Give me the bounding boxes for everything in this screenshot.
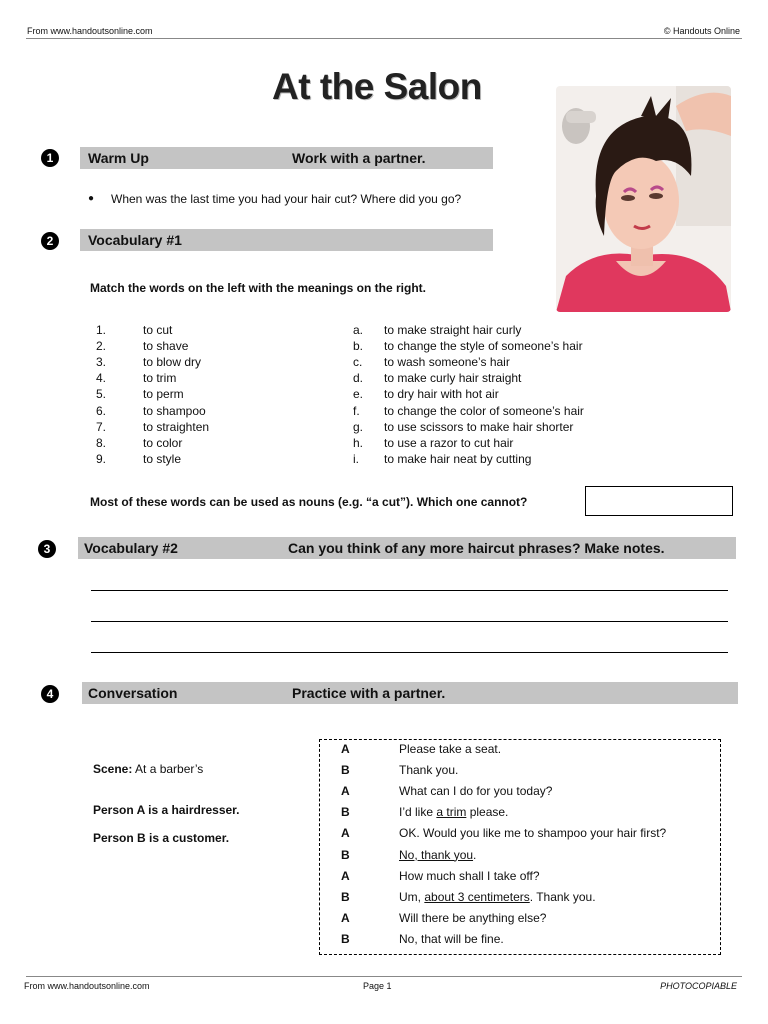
salon-photo	[556, 86, 731, 312]
notes-line[interactable]	[91, 652, 728, 653]
speaker-label: B	[341, 847, 350, 862]
vocab-right-meaning: to change the style of someone’s hair	[384, 339, 583, 354]
dialogue-text-pre: What can I do for you today?	[399, 784, 553, 799]
vocab2-instruction: Can you think of any more haircut phrases? Make notes.	[288, 540, 665, 556]
person-a-role: Person A is a hairdresser.	[93, 803, 240, 817]
vocab-right-meaning: to make straight hair curly	[384, 323, 522, 337]
vocab1-instruction: Match the words on the left with the meanings on the right.	[90, 281, 427, 295]
vocab1-question: Most of these words can be used as nouns (e.g. “a cut”). Which one cannot?	[90, 495, 528, 509]
section-number-4: 4	[41, 685, 59, 703]
dialogue-line	[399, 890, 596, 904]
vocab-right-meaning: to use scissors to make hair shorter	[384, 419, 574, 434]
answer-box[interactable]	[585, 486, 733, 516]
speaker-label: A	[341, 784, 350, 799]
speaker-label: B	[341, 763, 350, 778]
page-title: At the Salon	[272, 66, 482, 107]
vocab-right-meaning: to wash someone’s hair	[384, 355, 510, 370]
vocab-left-number: 1.	[96, 323, 107, 337]
section-number-1: 1	[41, 149, 59, 167]
dialogue-line	[399, 826, 666, 840]
vocab-right-meaning: to make hair neat by cutting	[384, 451, 532, 466]
person-b-role: Person B is a customer.	[93, 831, 230, 845]
notes-line[interactable]	[91, 590, 728, 591]
dialogue-text-post: .	[473, 847, 477, 862]
section-number-2: 2	[41, 232, 59, 250]
footer-divider	[26, 976, 742, 977]
dialogue-text-u: a trim	[436, 805, 467, 820]
header-source: From www.handoutsonline.com	[27, 26, 153, 36]
speaker-label: B	[341, 931, 350, 946]
dialogue-text-pre: Thank you.	[399, 763, 459, 778]
dialogue-line	[399, 784, 552, 798]
warmup-question: When was the last time you had your hair cut? Where did you go?	[111, 192, 462, 206]
speaker-label: B	[341, 805, 350, 820]
warmup-title: Warm Up	[88, 150, 149, 166]
vocab-left-number: 5.	[96, 387, 107, 402]
vocab-left-word: to shave	[143, 339, 189, 354]
vocab-right-letter: b.	[353, 339, 364, 354]
dialogue-text-pre: No, that will be fine.	[399, 931, 504, 946]
bullet-icon: ●	[88, 193, 95, 204]
dialogue-line	[399, 763, 458, 777]
vocab-left-number: 6.	[96, 403, 107, 418]
dialogue-text-pre: I’d like	[399, 805, 437, 820]
vocab-left-word: to straighten	[143, 419, 210, 434]
vocab-right-letter: e.	[353, 387, 364, 402]
vocab-right-meaning: to use a razor to cut hair	[384, 435, 514, 450]
vocab2-header-bar	[78, 537, 736, 559]
vocab-left-number: 3.	[96, 355, 107, 370]
speaker-label: B	[341, 889, 350, 904]
speaker-label: A	[341, 868, 350, 883]
vocab-left-word: to shampoo	[143, 403, 206, 418]
vocab-right-letter: a.	[353, 323, 364, 337]
conversation-instruction: Practice with a partner.	[292, 685, 446, 701]
vocab1-header-bar	[80, 229, 493, 251]
vocab2-title: Vocabulary #2	[84, 540, 178, 556]
conversation-header-bar	[82, 682, 738, 704]
dialogue-line	[399, 805, 508, 819]
dialogue-text-u: about 3 centimeters	[424, 889, 530, 904]
vocab-left-number: 9.	[96, 451, 107, 466]
dialogue-text-pre: How much shall I take off?	[399, 868, 540, 883]
vocab-left-number: 2.	[96, 339, 107, 354]
warmup-instruction: Work with a partner.	[292, 150, 426, 166]
dialogue-text-pre: Um,	[399, 889, 425, 904]
dialogue-text-pre: OK. Would you like me to shampoo your hair first?	[399, 826, 667, 841]
vocab-left-word: to color	[143, 435, 183, 450]
dialogue-text-post: please.	[466, 805, 509, 820]
header-copyright: © Handouts Online	[663, 26, 740, 36]
dialogue-line	[399, 742, 501, 756]
vocab-right-meaning: to make curly hair straight	[384, 371, 522, 386]
vocab-right-letter: d.	[353, 371, 364, 386]
speaker-label: A	[341, 826, 350, 841]
notes-line[interactable]	[91, 621, 728, 622]
vocab-right-letter: c.	[353, 355, 363, 370]
dialogue-text-u: No, thank you	[399, 847, 474, 862]
speaker-label: A	[341, 742, 350, 756]
vocab-left-word: to cut	[143, 323, 173, 337]
dialogue-line	[399, 911, 546, 925]
vocab-right-letter: h.	[353, 435, 364, 450]
vocab-left-number: 4.	[96, 371, 107, 386]
dialogue-line	[399, 932, 504, 946]
dialogue-line	[399, 848, 476, 862]
scene-line	[93, 762, 203, 776]
vocab-left-number: 7.	[96, 419, 107, 434]
footer-note: PHOTOCOPIABLE	[660, 981, 737, 991]
vocab-right-meaning: to dry hair with hot air	[384, 387, 499, 402]
header-divider	[26, 38, 742, 39]
vocab-left-number: 8.	[96, 435, 107, 450]
vocab-right-meaning: to change the color of someone’s hair	[384, 403, 584, 418]
speaker-label: A	[341, 910, 350, 925]
scene-text: At a barber’s	[135, 762, 204, 776]
dialogue-text-pre: Please take a seat.	[399, 742, 502, 756]
vocab-left-word: to style	[143, 451, 182, 466]
conversation-title: Conversation	[88, 685, 178, 701]
warmup-header-bar	[80, 147, 493, 169]
vocab-right-letter: g.	[353, 419, 364, 434]
vocab-left-word: to perm	[143, 387, 184, 402]
vocab1-title: Vocabulary #1	[88, 232, 182, 248]
vocab-left-word: to blow dry	[143, 355, 202, 370]
scene-label: Scene:	[93, 762, 133, 776]
section-number-3: 3	[38, 540, 56, 558]
vocab-right-letter: f.	[353, 403, 360, 418]
dialogue-text-pre: Will there be anything else?	[399, 910, 547, 925]
dialogue-line	[399, 869, 540, 883]
footer-page: Page 1	[363, 981, 392, 991]
vocab-right-letter: i.	[353, 451, 359, 466]
dialogue-text-post: . Thank you.	[529, 889, 596, 904]
footer-source: From www.handoutsonline.com	[24, 981, 150, 991]
vocab-left-word: to trim	[143, 371, 177, 386]
